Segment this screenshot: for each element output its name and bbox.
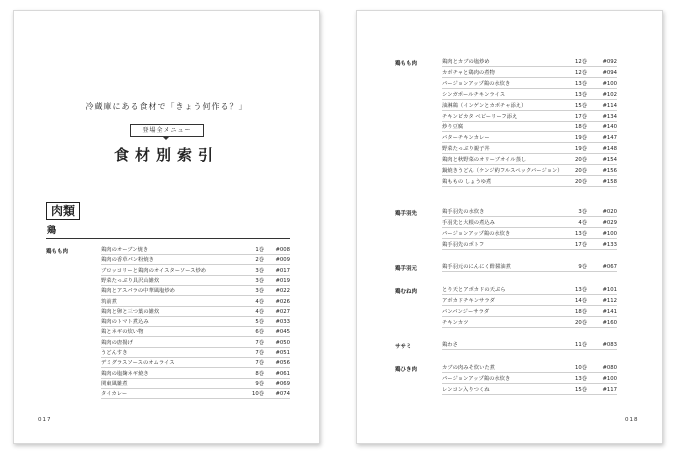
recipe-title: 鶏わさ <box>442 342 458 348</box>
volume-number: 13巻 <box>574 287 587 293</box>
recipe-title: 油淋鶏（インゲンとカボチャ添え） <box>442 102 527 109</box>
recipe-number: #148 <box>602 146 617 153</box>
page-number: 018 <box>625 417 639 423</box>
recipe-title: アボカドチキンサラダ <box>442 297 495 304</box>
recipe-number: #069 <box>275 380 290 387</box>
recipe-number: #083 <box>602 342 617 348</box>
volume-number: 13巻 <box>574 80 587 87</box>
recipe-title: パージョンアップ鶏の水炊き <box>442 230 511 237</box>
recipe-title: うどんすき <box>101 350 128 356</box>
recipe-title: 鶏肉のオーブン焼き <box>101 247 149 253</box>
index-entry <box>442 338 617 350</box>
volume-number: 9巻 <box>255 380 264 387</box>
volume-number: 5巻 <box>255 319 264 326</box>
left-page <box>13 10 320 444</box>
recipe-number: #141 <box>602 308 617 315</box>
recipe-title: 鶏肉の塩麹ネギ焼き <box>101 370 149 377</box>
recipe-title: バターチキンカレー <box>442 135 490 142</box>
recipe-number: #147 <box>602 135 617 142</box>
recipe-number: #112 <box>602 297 617 304</box>
recipe-number: #100 <box>602 375 617 382</box>
volume-number: 13巻 <box>574 91 587 98</box>
recipe-title: シンガポールチキンライス <box>442 91 506 98</box>
volume-number: 17巻 <box>574 241 587 248</box>
recipe-number: #080 <box>602 365 617 371</box>
volume-number: 4巻 <box>255 298 264 305</box>
recipe-title: 野菜たっぷり具沢山雑炊 <box>101 277 160 284</box>
recipe-number: #100 <box>602 230 617 237</box>
recipe-number: #074 <box>275 391 290 398</box>
recipe-title: 鶏とネギの炊い物 <box>101 329 144 336</box>
recipe-number: #134 <box>602 113 617 120</box>
recipe-number: #092 <box>602 59 617 65</box>
recipe-title: バンバンジーサラダ <box>442 308 490 315</box>
index-entry <box>442 316 617 328</box>
volume-number: 13巻 <box>574 375 587 382</box>
recipe-title: 鶏肉の唐揚げ <box>101 339 133 346</box>
recipe-number: #026 <box>275 298 290 305</box>
volume-number: 1巻 <box>255 247 264 253</box>
volume-number: 9巻 <box>578 264 587 270</box>
page-number: 017 <box>38 417 52 423</box>
recipe-number: #067 <box>602 264 617 270</box>
recipe-number: #133 <box>602 241 617 248</box>
recipe-title: 鶏肉とアスパラの中華風塩炒め <box>101 288 175 295</box>
recipe-number: #045 <box>275 329 290 336</box>
volume-number: 20巻 <box>574 168 587 174</box>
recipe-title: 鶏ももの しょうゆ煮 <box>442 178 492 185</box>
volume-number: 15巻 <box>574 102 587 109</box>
menu-badge: 登場全メニュー <box>130 124 204 137</box>
recipe-number: #160 <box>602 319 617 326</box>
ingredient-label: 鶏もも肉 <box>395 61 418 67</box>
volume-number: 10巻 <box>574 365 587 371</box>
volume-number: 20巻 <box>574 178 587 185</box>
recipe-title: 鶏肉のトマト煮込み <box>101 319 149 326</box>
recipe-number: #008 <box>275 247 290 253</box>
volume-number: 2巻 <box>255 257 264 264</box>
index-entry <box>442 383 617 395</box>
recipe-number: #017 <box>275 267 290 274</box>
recipe-title: カボチャと鶏肉の煮物 <box>442 69 495 76</box>
index-title: 食材別索引 <box>113 146 219 164</box>
index-entry <box>442 175 617 187</box>
volume-number: 18巻 <box>574 124 587 131</box>
ingredient-label: 鶏ひき肉 <box>395 367 418 373</box>
volume-number: 7巻 <box>255 350 264 356</box>
recipe-title: 鶏手羽元のにんにく酢醤油煮 <box>442 264 511 270</box>
recipe-title: デミグラスソースのオムライス <box>101 360 175 367</box>
volume-number: 4巻 <box>255 308 264 315</box>
recipe-number: #094 <box>602 69 617 76</box>
volume-number: 3巻 <box>255 288 264 295</box>
volume-number: 15巻 <box>574 386 587 393</box>
recipe-number: #114 <box>602 102 617 109</box>
recipe-title: 鶏肉とカブの塩炒め <box>442 59 490 65</box>
book-subtitle: 冷蔵庫にある食材で「きょう何作る？」 <box>85 102 248 111</box>
category-heading: 肉類 <box>46 202 80 220</box>
recipe-number: #140 <box>602 124 617 131</box>
recipe-title: とり天とアボカドの天ぷら <box>442 287 506 293</box>
volume-number: 19巻 <box>574 146 587 153</box>
badge-pointer <box>162 136 170 140</box>
volume-number: 11巻 <box>574 342 587 348</box>
volume-number: 4巻 <box>578 219 587 226</box>
recipe-number: #158 <box>602 178 617 185</box>
volume-number: 12巻 <box>574 59 587 65</box>
recipe-title: 鶏肉と秋野菜のオリーブオイル蒸し <box>442 157 527 164</box>
recipe-title: パージョンアップ鶏の水炊き <box>442 375 511 382</box>
volume-number: 8巻 <box>255 370 264 377</box>
recipe-title: ブロッコリーと鶏肉のオイスターソース炒め <box>101 267 207 274</box>
recipe-title: 炒り豆腐 <box>442 124 464 131</box>
recipe-number: #029 <box>602 219 617 226</box>
volume-number: 12巻 <box>574 69 587 76</box>
recipe-number: #051 <box>275 350 290 356</box>
recipe-title: 鶏手羽先のポトフ <box>442 241 485 248</box>
recipe-title: チキンカツ <box>442 319 469 326</box>
index-entry <box>101 387 290 399</box>
volume-number: 3巻 <box>255 277 264 284</box>
recipe-number: #022 <box>275 288 290 295</box>
recipe-title: チキンピカタ ベビーリーフ添え <box>442 113 518 120</box>
recipe-title: レンコン入りつくね <box>442 386 490 393</box>
recipe-title: 筑前煮 <box>101 298 117 305</box>
subcategory-rule <box>46 238 290 239</box>
recipe-title: カブの肉みそ炊いた煮 <box>442 365 495 371</box>
recipe-number: #020 <box>602 209 617 215</box>
ingredient-label: 鶏手羽元 <box>395 266 418 272</box>
recipe-number: #101 <box>602 287 617 293</box>
volume-number: 6巻 <box>255 329 264 336</box>
recipe-title: 鶏肉と卵と三つ葉の雑炊 <box>101 308 160 315</box>
ingredient-label: 鶏むね肉 <box>395 289 418 295</box>
volume-number: 17巻 <box>574 113 587 120</box>
recipe-number: #156 <box>602 168 617 174</box>
recipe-title: 鶏肉の香草パン粉焼き <box>101 257 154 264</box>
recipe-number: #102 <box>602 91 617 98</box>
recipe-number: #100 <box>602 80 617 87</box>
volume-number: 3巻 <box>255 267 264 274</box>
ingredient-label: 鶏もも肉 <box>46 249 69 255</box>
volume-number: 18巻 <box>574 308 587 315</box>
recipe-number: #009 <box>275 257 290 264</box>
recipe-number: #154 <box>602 157 617 164</box>
volume-number: 19巻 <box>574 135 587 142</box>
recipe-number: #050 <box>275 339 290 346</box>
volume-number: 20巻 <box>574 319 587 326</box>
index-entry <box>442 238 617 250</box>
volume-number: 7巻 <box>255 360 264 367</box>
recipe-number: #019 <box>275 277 290 284</box>
volume-number: 14巻 <box>574 297 587 304</box>
volume-number: 20巻 <box>574 157 587 164</box>
recipe-number: #056 <box>275 360 290 367</box>
recipe-title: パージョンアップ鶏の水炊き <box>442 80 511 87</box>
recipe-title: タイカレー <box>101 391 128 398</box>
recipe-title: 鶏手羽先の水炊き <box>442 209 485 215</box>
recipe-number: #061 <box>275 370 290 377</box>
recipe-title: 手羽先と大根の煮込み <box>442 219 495 226</box>
subcategory-heading: 鶏 <box>47 226 57 236</box>
ingredient-label: ササミ <box>395 344 412 350</box>
recipe-title: 野菜たっぷり親子丼 <box>442 146 490 153</box>
recipe-title: 関東風雑煮 <box>101 380 128 387</box>
volume-number: 13巻 <box>574 230 587 237</box>
recipe-number: #027 <box>275 308 290 315</box>
volume-number: 10巻 <box>251 391 264 398</box>
volume-number: 7巻 <box>255 339 264 346</box>
volume-number: 3巻 <box>578 209 587 215</box>
index-entry <box>442 260 617 272</box>
recipe-number: #117 <box>602 386 617 393</box>
ingredient-label: 鶏手羽先 <box>395 211 418 217</box>
recipe-number: #033 <box>275 319 290 326</box>
right-page <box>356 10 663 444</box>
recipe-title: 鍋焼きうどん（ケンジ約フルスペックバージョン） <box>442 168 563 174</box>
